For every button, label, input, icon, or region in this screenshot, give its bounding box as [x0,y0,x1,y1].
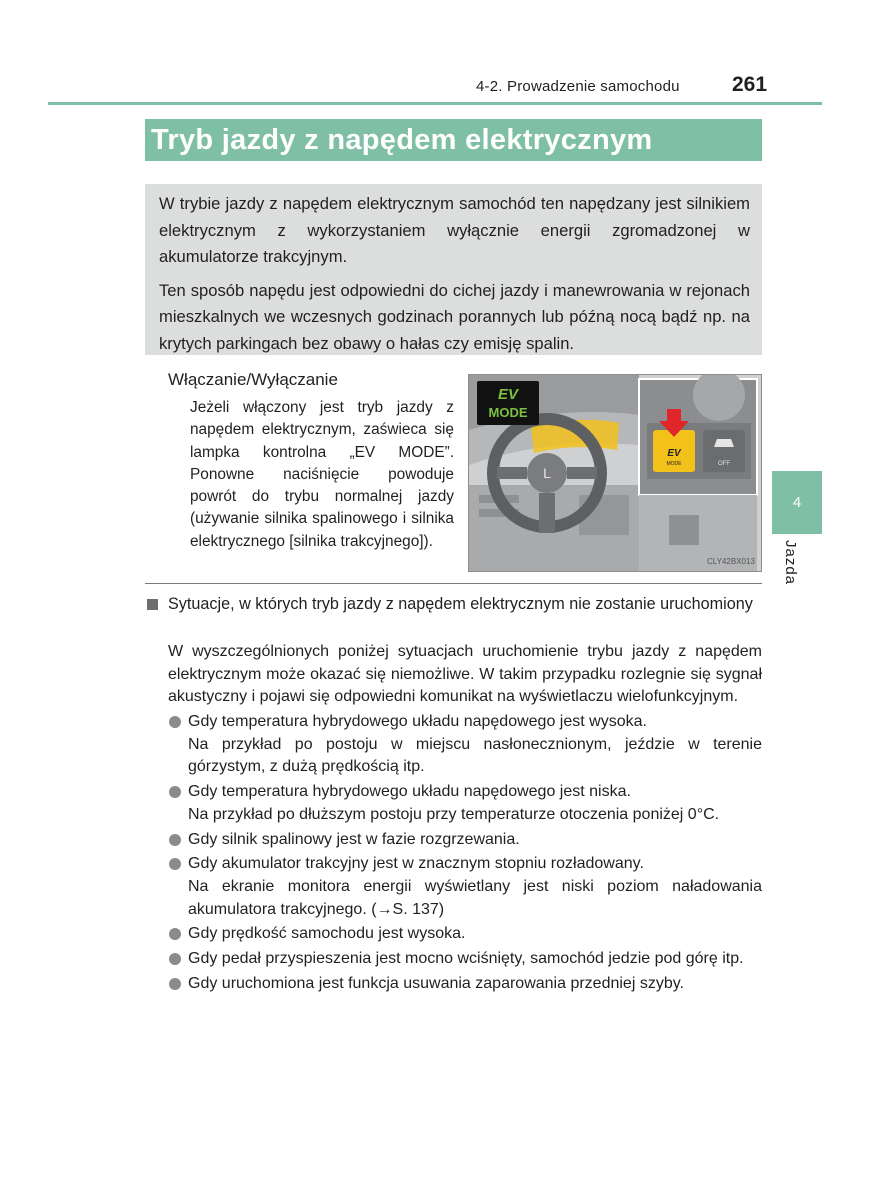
button-label-line1: EV [667,448,681,459]
conditions-list [168,711,762,997]
page-number: 261 [732,73,768,96]
page-title: Tryb jazdy z napędem elektrycznym [145,119,762,161]
bullet-dot-icon [169,834,181,846]
bullet-dot-icon [169,716,181,728]
figure-code: CLY42BX013 [707,557,755,566]
ev-mode-figure [468,374,762,572]
bullet-dot-icon [169,786,181,798]
list-item: Gdy temperatura hybrydowego układu napędowego jest niska. Na przykład po dłuższym postoju przy temperaturze otoczenia poniżej 0°C. [168,781,762,826]
switching-body: Jeżeli włączony jest tryb jazdy z napędem elektrycznym, zaświeca się lampka kontrolna „EV MODE”. Ponowne naciśnięcie powoduje powrót do trybu normalnej jazdy (używanie silnika spalinowego i silnika elektrycznego [silnika trakcyjnego]). [190,399,454,550]
off-label: OFF [718,461,730,467]
dashboard-illustration [469,375,761,571]
intro-paragraph-2: Ten sposób napędu jest odpowiedni do cichej jazdy i manewrowania w rejonach mieszkalnych we wczesnych godzinach porannych lub późną nocą bądź np. na krytych parkingach bez obawy o hałas czy emisję spalin. [159,280,750,353]
bullet-dot-icon [169,928,181,940]
list-item: Gdy uruchomiona jest funkcja usuwania zaparowania przedniej szyby. [168,973,762,996]
intro-paragraph-1: W trybie jazdy z napędem elektrycznym samochód ten napędzany jest silnikiem elektrycznym z wykorzystaniem wyłącznie energii zgromadzonej w akumulatorze trakcyjnym. [159,194,750,266]
indicator-label-line1: EV [497,386,519,403]
chapter-tab[interactable]: 4 [772,471,822,534]
bullet-dot-icon [169,978,181,990]
section-heading: Sytuacje, w których tryb jazdy z napędem elektrycznym nie zostanie uruchomiony [168,595,753,613]
section-divider [145,583,762,584]
switching-heading: Włączanie/Wyłączanie [168,370,338,389]
car-skid-icon [714,439,734,447]
list-item: Gdy temperatura hybrydowego układu napędowego jest wysoka. Na przykład po postoju w miejscu nasłonecznionym, jeździe w terenie górzystym, z dużą prędkością itp. [168,711,762,779]
chapter-tab-label: Jazda [782,540,799,586]
header-rule [48,102,822,105]
button-label-line2: MODE [666,461,682,467]
section-body: W wyszczególnionych poniżej sytuacjach uruchomienie trybu jazdy z napędem elektrycznym może okazać się niemożliwe. W takim przypadku rozlegnie się sygnał akustyczny i pojawi się odpowiedni komunikat na wyświetlaczu wielofunkcyjnym. [168,643,762,706]
running-header: 4-2. Prowadzenie samochodu [476,78,680,95]
indicator-label-line2: MODE [488,405,528,420]
bullet-dot-icon [169,953,181,965]
svg-text:L: L [543,465,551,481]
list-item: Gdy akumulator trakcyjny jest w znacznym stopniu rozładowany. Na ekranie monitora energii wyświetlany jest niski poziom naładowania akumulatora trakcyjnego. (→S. 137) [168,853,762,921]
list-item: Gdy prędkość samochodu jest wysoka. [168,923,762,946]
square-bullet-icon [147,599,158,610]
intro-box [145,184,762,355]
bullet-dot-icon [169,858,181,870]
list-item: Gdy pedał przyspieszenia jest mocno wciśnięty, samochód jedzie pod górę itp. [168,948,762,971]
list-item: Gdy silnik spalinowy jest w fazie rozgrzewania. [168,829,762,852]
